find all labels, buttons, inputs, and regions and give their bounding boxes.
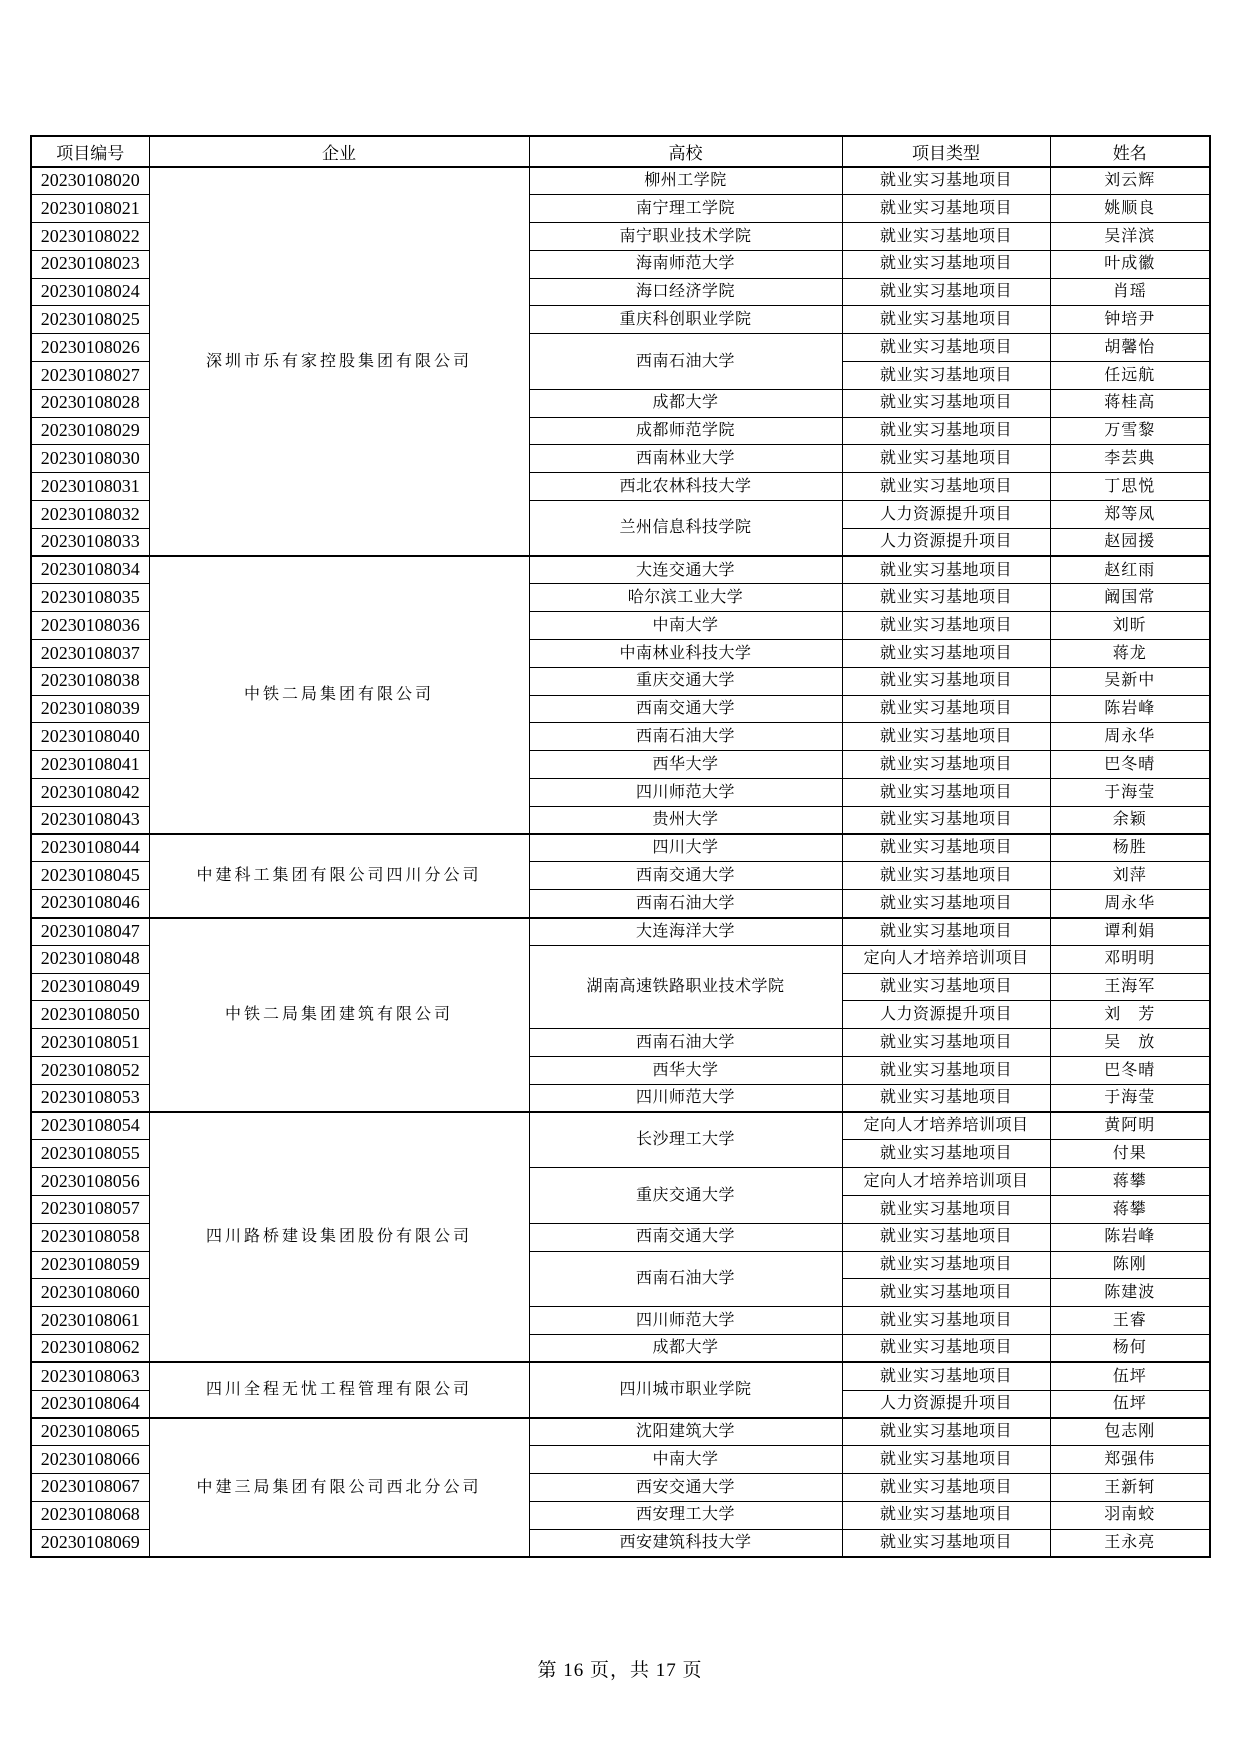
project-type-cell: 就业实习基地项目 [842,1140,1050,1168]
enterprise-cell: 中铁二局集团建筑有限公司 [149,918,529,1113]
name-cell: 王海军 [1050,973,1210,1001]
table-row [31,1112,1210,1140]
university-cell: 兰州信息科技学院 [529,501,842,557]
name-cell: 巴冬晴 [1050,751,1210,779]
name-cell: 杨何 [1050,1334,1210,1362]
project-type-cell: 就业实习基地项目 [842,223,1050,251]
table-row [31,167,1210,195]
name-cell: 郑等凤 [1050,501,1210,529]
project-id-cell: 20230108040 [31,723,149,751]
project-id-cell: 20230108038 [31,667,149,695]
table-header [31,136,1210,167]
university-cell: 西南林业大学 [529,445,842,473]
university-cell: 哈尔滨工业大学 [529,584,842,612]
university-cell: 贵州大学 [529,806,842,834]
project-type-cell: 就业实习基地项目 [842,334,1050,362]
enterprise-cell: 四川路桥建设集团股份有限公司 [149,1112,529,1362]
project-id-cell: 20230108054 [31,1112,149,1140]
name-cell: 蒋龙 [1050,640,1210,668]
project-type-cell: 就业实习基地项目 [842,1418,1050,1446]
university-cell: 湖南高速铁路职业技术学院 [529,945,842,1028]
project-type-cell: 就业实习基地项目 [842,779,1050,807]
name-cell: 刘昕 [1050,612,1210,640]
project-type-cell: 定向人才培养培训项目 [842,945,1050,973]
university-cell: 沈阳建筑大学 [529,1418,842,1446]
name-cell: 谭利娟 [1050,918,1210,946]
project-id-cell: 20230108062 [31,1334,149,1362]
project-type-cell: 就业实习基地项目 [842,445,1050,473]
project-type-cell: 就业实习基地项目 [842,1473,1050,1501]
project-type-cell: 就业实习基地项目 [842,723,1050,751]
project-id-cell: 20230108022 [31,223,149,251]
project-id-cell: 20230108033 [31,528,149,556]
university-cell: 海口经济学院 [529,278,842,306]
name-cell: 蒋桂高 [1050,389,1210,417]
project-type-cell: 就业实习基地项目 [842,640,1050,668]
project-type-cell: 人力资源提升项目 [842,501,1050,529]
project-id-cell: 20230108029 [31,417,149,445]
project-id-cell: 20230108060 [31,1279,149,1307]
university-cell: 南宁理工学院 [529,195,842,223]
table-row [31,556,1210,584]
university-cell: 重庆交通大学 [529,667,842,695]
project-type-cell: 就业实习基地项目 [842,1084,1050,1112]
header-enterprise: 企业 [149,136,529,167]
name-cell: 万雪黎 [1050,417,1210,445]
project-type-cell: 定向人才培养培训项目 [842,1168,1050,1196]
project-type-cell: 就业实习基地项目 [842,1223,1050,1251]
university-cell: 长沙理工大学 [529,1112,842,1168]
project-type-cell: 就业实习基地项目 [842,1195,1050,1223]
project-id-cell: 20230108059 [31,1251,149,1279]
university-cell: 西北农林科技大学 [529,473,842,501]
project-type-cell: 就业实习基地项目 [842,1501,1050,1529]
project-type-cell: 就业实习基地项目 [842,1057,1050,1085]
project-id-cell: 20230108061 [31,1307,149,1335]
header-project-id: 项目编号 [31,136,149,167]
project-id-cell: 20230108037 [31,640,149,668]
university-cell: 四川师范大学 [529,1307,842,1335]
project-type-cell: 就业实习基地项目 [842,612,1050,640]
university-cell: 中南林业科技大学 [529,640,842,668]
name-cell: 肖瑶 [1050,278,1210,306]
name-cell: 吴新中 [1050,667,1210,695]
project-type-cell: 就业实习基地项目 [842,918,1050,946]
project-id-cell: 20230108028 [31,389,149,417]
project-type-cell: 人力资源提升项目 [842,1001,1050,1029]
project-type-cell: 就业实习基地项目 [842,862,1050,890]
enterprise-cell: 四川全程无忧工程管理有限公司 [149,1362,529,1418]
project-id-cell: 20230108023 [31,250,149,278]
name-cell: 丁思悦 [1050,473,1210,501]
university-cell: 西南石油大学 [529,334,842,390]
project-type-cell: 就业实习基地项目 [842,834,1050,862]
project-id-cell: 20230108056 [31,1168,149,1196]
name-cell: 黄阿明 [1050,1112,1210,1140]
project-id-cell: 20230108066 [31,1446,149,1474]
project-id-cell: 20230108057 [31,1195,149,1223]
university-cell: 成都大学 [529,1334,842,1362]
university-cell: 西南石油大学 [529,723,842,751]
project-type-cell: 就业实习基地项目 [842,167,1050,195]
university-cell: 西南交通大学 [529,695,842,723]
project-type-cell: 就业实习基地项目 [842,584,1050,612]
name-cell: 于海莹 [1050,1084,1210,1112]
name-cell: 任远航 [1050,362,1210,390]
project-id-cell: 20230108063 [31,1362,149,1390]
project-id-cell: 20230108050 [31,1001,149,1029]
header-project-type: 项目类型 [842,136,1050,167]
project-id-cell: 20230108048 [31,945,149,973]
project-id-cell: 20230108042 [31,779,149,807]
name-cell: 阚国常 [1050,584,1210,612]
project-id-cell: 20230108035 [31,584,149,612]
project-type-cell: 就业实习基地项目 [842,751,1050,779]
project-type-cell: 就业实习基地项目 [842,250,1050,278]
name-cell: 杨胜 [1050,834,1210,862]
project-id-cell: 20230108051 [31,1029,149,1057]
university-cell: 中南大学 [529,1446,842,1474]
project-type-cell: 就业实习基地项目 [842,1362,1050,1390]
university-cell: 成都师范学院 [529,417,842,445]
name-cell: 陈建波 [1050,1279,1210,1307]
project-type-cell: 就业实习基地项目 [842,806,1050,834]
name-cell: 王永亮 [1050,1529,1210,1557]
project-type-cell: 就业实习基地项目 [842,473,1050,501]
university-cell: 重庆科创职业学院 [529,306,842,334]
name-cell: 羽南蛟 [1050,1501,1210,1529]
name-cell: 陈刚 [1050,1251,1210,1279]
university-cell: 四川师范大学 [529,779,842,807]
project-type-cell: 就业实习基地项目 [842,890,1050,918]
name-cell: 王睿 [1050,1307,1210,1335]
project-type-cell: 就业实习基地项目 [842,556,1050,584]
project-id-cell: 20230108041 [31,751,149,779]
name-cell: 吴洋滨 [1050,223,1210,251]
university-cell: 西南石油大学 [529,890,842,918]
project-id-cell: 20230108049 [31,973,149,1001]
name-cell: 钟培尹 [1050,306,1210,334]
project-type-cell: 就业实习基地项目 [842,973,1050,1001]
project-type-cell: 就业实习基地项目 [842,695,1050,723]
project-id-cell: 20230108067 [31,1473,149,1501]
name-cell: 蒋攀 [1050,1168,1210,1196]
project-id-cell: 20230108039 [31,695,149,723]
name-cell: 陈岩峰 [1050,695,1210,723]
project-id-cell: 20230108032 [31,501,149,529]
project-id-cell: 20230108065 [31,1418,149,1446]
name-cell: 陈岩峰 [1050,1223,1210,1251]
project-type-cell: 就业实习基地项目 [842,1307,1050,1335]
project-id-cell: 20230108046 [31,890,149,918]
project-type-cell: 就业实习基地项目 [842,1279,1050,1307]
table-row [31,1418,1210,1446]
project-id-cell: 20230108064 [31,1390,149,1418]
university-cell: 成都大学 [529,389,842,417]
project-id-cell: 20230108020 [31,167,149,195]
university-cell: 四川城市职业学院 [529,1362,842,1418]
enterprise-cell: 深圳市乐有家控股集团有限公司 [149,167,529,556]
project-id-cell: 20230108045 [31,862,149,890]
project-roster-table [30,135,1211,1558]
enterprise-cell: 中铁二局集团有限公司 [149,556,529,834]
name-cell: 刘云辉 [1050,167,1210,195]
project-type-cell: 就业实习基地项目 [842,1251,1050,1279]
university-cell: 海南师范大学 [529,250,842,278]
header-university: 高校 [529,136,842,167]
project-id-cell: 20230108043 [31,806,149,834]
project-type-cell: 人力资源提升项目 [842,528,1050,556]
project-id-cell: 20230108034 [31,556,149,584]
project-type-cell: 就业实习基地项目 [842,389,1050,417]
university-cell: 西南交通大学 [529,862,842,890]
project-id-cell: 20230108052 [31,1057,149,1085]
name-cell: 包志刚 [1050,1418,1210,1446]
university-cell: 四川师范大学 [529,1084,842,1112]
university-cell: 西安理工大学 [529,1501,842,1529]
name-cell: 伍坪 [1050,1362,1210,1390]
name-cell: 赵红雨 [1050,556,1210,584]
university-cell: 四川大学 [529,834,842,862]
project-type-cell: 就业实习基地项目 [842,417,1050,445]
table-row [31,834,1210,862]
university-cell: 大连交通大学 [529,556,842,584]
project-type-cell: 就业实习基地项目 [842,1446,1050,1474]
name-cell: 叶成徽 [1050,250,1210,278]
table-body [31,167,1210,1557]
project-id-cell: 20230108069 [31,1529,149,1557]
project-id-cell: 20230108044 [31,834,149,862]
project-id-cell: 20230108026 [31,334,149,362]
university-cell: 中南大学 [529,612,842,640]
name-cell: 郑强伟 [1050,1446,1210,1474]
university-cell: 西南石油大学 [529,1251,842,1307]
project-id-cell: 20230108031 [31,473,149,501]
enterprise-cell: 中建科工集团有限公司四川分公司 [149,834,529,917]
name-cell: 周永华 [1050,890,1210,918]
page-number-label: 第 16 页，共 17 页 [537,1660,703,1681]
name-cell: 王新轲 [1050,1473,1210,1501]
project-id-cell: 20230108058 [31,1223,149,1251]
project-id-cell: 20230108025 [31,306,149,334]
name-cell: 巴冬晴 [1050,1057,1210,1085]
project-id-cell: 20230108024 [31,278,149,306]
university-cell: 西华大学 [529,1057,842,1085]
project-id-cell: 20230108047 [31,918,149,946]
table-row [31,1362,1210,1390]
table-row [31,918,1210,946]
name-cell: 余颖 [1050,806,1210,834]
project-type-cell: 就业实习基地项目 [842,667,1050,695]
project-type-cell: 就业实习基地项目 [842,306,1050,334]
name-cell: 姚顺良 [1050,195,1210,223]
header-name: 姓名 [1050,136,1210,167]
university-cell: 西安建筑科技大学 [529,1529,842,1557]
name-cell: 刘萍 [1050,862,1210,890]
project-id-cell: 20230108055 [31,1140,149,1168]
name-cell: 于海莹 [1050,779,1210,807]
project-type-cell: 就业实习基地项目 [842,1529,1050,1557]
name-cell: 胡馨怡 [1050,334,1210,362]
university-cell: 西安交通大学 [529,1473,842,1501]
header-row [31,136,1210,167]
university-cell: 柳州工学院 [529,167,842,195]
name-cell: 吴 放 [1050,1029,1210,1057]
university-cell: 西南交通大学 [529,1223,842,1251]
name-cell: 邓明明 [1050,945,1210,973]
university-cell: 大连海洋大学 [529,918,842,946]
project-id-cell: 20230108030 [31,445,149,473]
name-cell: 伍坪 [1050,1390,1210,1418]
project-id-cell: 20230108053 [31,1084,149,1112]
project-id-cell: 20230108036 [31,612,149,640]
university-cell: 重庆交通大学 [529,1168,842,1224]
name-cell: 周永华 [1050,723,1210,751]
university-cell: 西南石油大学 [529,1029,842,1057]
name-cell: 李芸典 [1050,445,1210,473]
university-cell: 西华大学 [529,751,842,779]
name-cell: 蒋攀 [1050,1195,1210,1223]
project-type-cell: 就业实习基地项目 [842,1334,1050,1362]
project-type-cell: 就业实习基地项目 [842,278,1050,306]
project-type-cell: 人力资源提升项目 [842,1390,1050,1418]
project-id-cell: 20230108021 [31,195,149,223]
project-type-cell: 就业实习基地项目 [842,195,1050,223]
name-cell: 付果 [1050,1140,1210,1168]
project-type-cell: 就业实习基地项目 [842,1029,1050,1057]
project-id-cell: 20230108068 [31,1501,149,1529]
project-type-cell: 就业实习基地项目 [842,362,1050,390]
project-type-cell: 定向人才培养培训项目 [842,1112,1050,1140]
enterprise-cell: 中建三局集团有限公司西北分公司 [149,1418,529,1557]
project-id-cell: 20230108027 [31,362,149,390]
name-cell: 赵园援 [1050,528,1210,556]
name-cell: 刘 芳 [1050,1001,1210,1029]
university-cell: 南宁职业技术学院 [529,223,842,251]
